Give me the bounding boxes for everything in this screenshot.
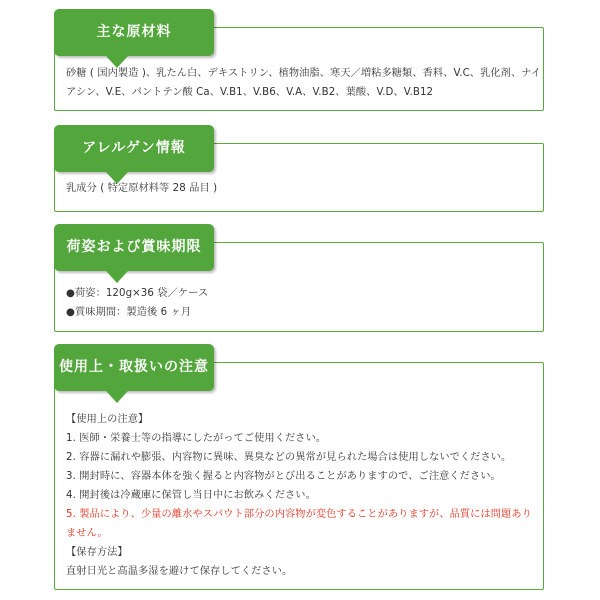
usage-line-3: 3. 開封時に、容器本体を強く握ると内容物がとび出ることがありますので、ご注意ください。 [66, 471, 501, 482]
allergen-text [66, 179, 536, 198]
usage-title-tab [54, 344, 214, 391]
usage-tab-pointer [106, 391, 128, 403]
storage-heading: 【保存方法】 [66, 547, 128, 558]
usage-line-4: 4. 開封後は冷蔵庫に保管し当日中にお飲みください。 [66, 490, 316, 501]
packaging-tab-pointer [106, 271, 128, 283]
ingredients-title-tab [54, 9, 214, 56]
storage-text: 直射日光と高温多湿を避けて保存してください。 [66, 566, 293, 577]
usage-line-2: 2. 容器に漏れや膨張、内容物に異味、異臭などの異常が見られた場合は使用しないでください。 [66, 452, 512, 463]
packaging-title-tab [54, 224, 214, 271]
usage-title: 使用上・取扱いの注意 [59, 359, 209, 375]
usage-heading: 【使用上の注意】 [66, 414, 149, 425]
packaging-line-1: ●荷姿：120g×36 袋／ケース [66, 288, 209, 299]
allergen-line-1: 乳成分 ( 特定原材料等 28 品目 ) [66, 183, 218, 194]
usage-line-1: 1. 医師・栄養士等の指導にしたがってご使用ください。 [66, 433, 327, 444]
ingredients-text [66, 64, 542, 102]
allergen-title-tab [54, 125, 214, 172]
ingredients-title: 主な原材料 [96, 24, 172, 40]
packaging-text [66, 284, 536, 322]
ingredients-line-1: 砂糖 ( 国内製造 )、乳たん白、デキストリン、植物油脂、寒天／増粘多糖類、香料、V.C、乳化剤、ナイ [66, 68, 542, 79]
allergen-title: アレルゲン情報 [82, 140, 186, 156]
usage-text [66, 410, 536, 581]
packaging-line-2: ●賞味期間：製造後 6 ヶ月 [66, 307, 192, 318]
ingredients-line-2: アシン、V.E、パントテン酸 Ca、V.B1、V.B6、V.A、V.B2、葉酸、V.D、V.B12 [66, 87, 434, 98]
usage-notice: 5. 製品により、少量の離水やスパウト部分の内容物が変色することがありますが、品質には問題ありません。 [66, 509, 532, 539]
packaging-title: 荷姿および賞味期限 [66, 239, 202, 255]
